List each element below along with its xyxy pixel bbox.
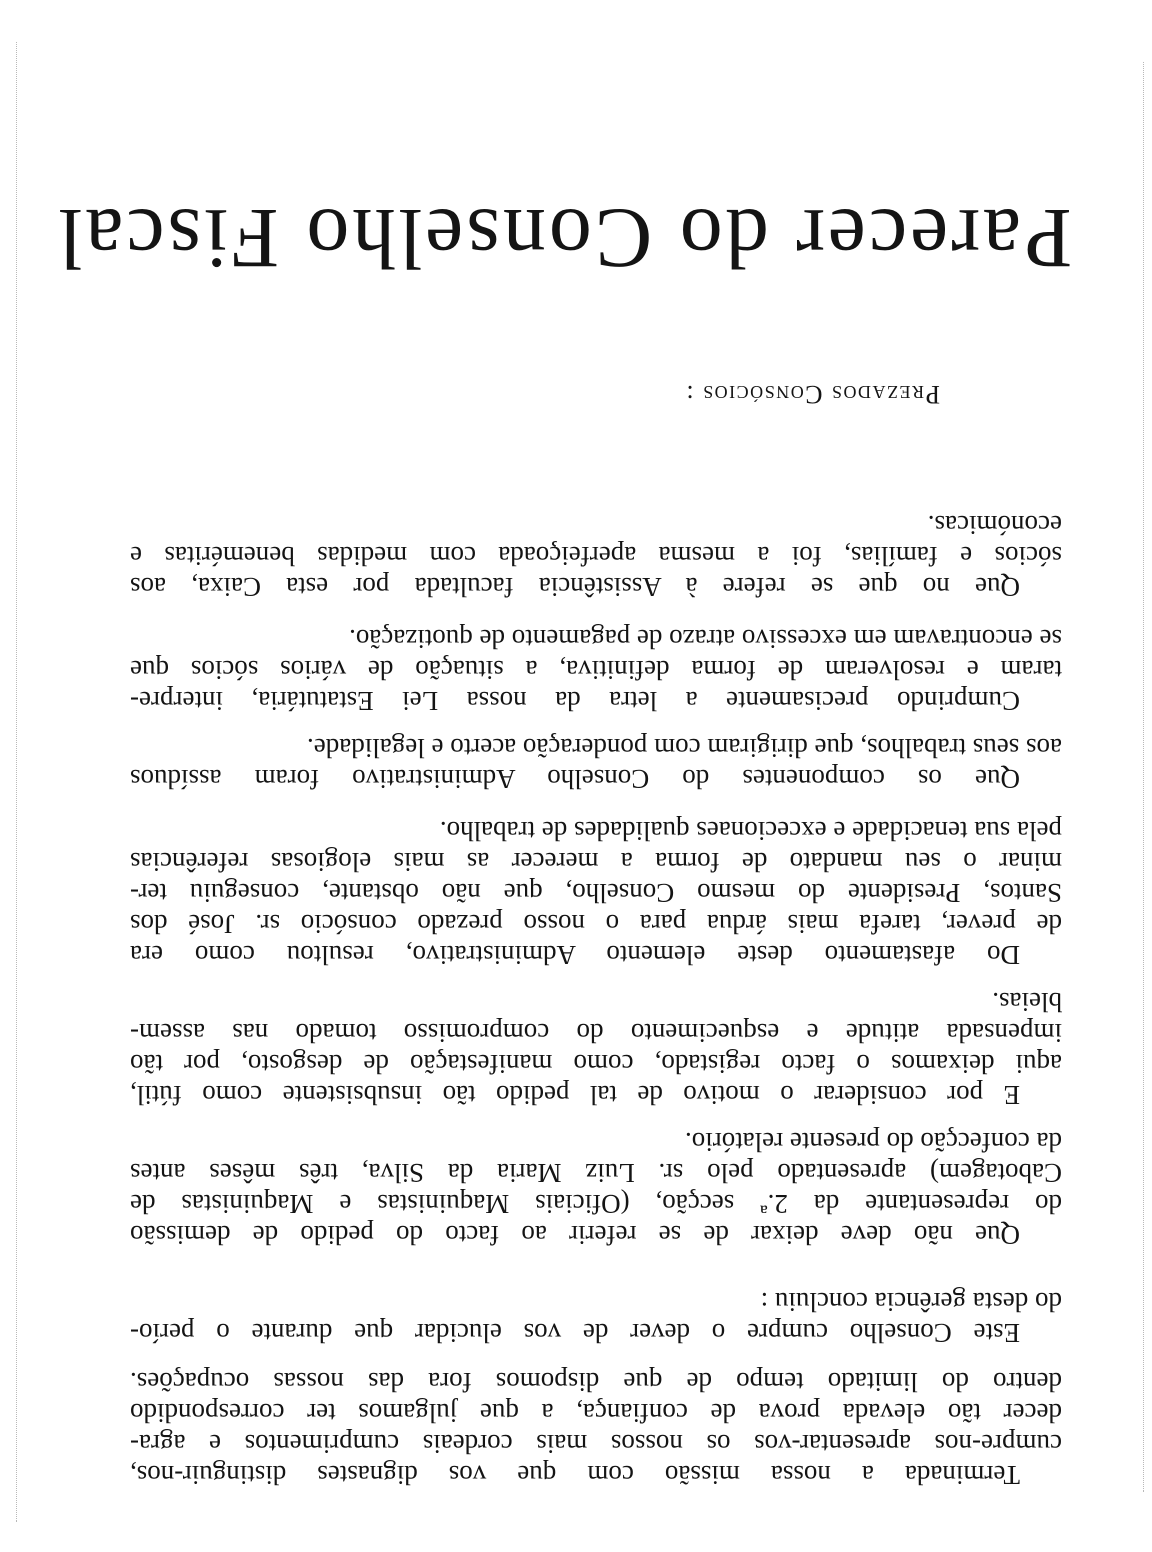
scan-edge-marks: [14, 42, 17, 1522]
text-line: Santos, Presidente do mesmo Conselho, que não obstante, conseguiu ter-: [130, 878, 1062, 908]
text-line: económicas.: [927, 510, 1062, 540]
text-line: do desta gerência concluiu :: [760, 1287, 1062, 1317]
text-line: Que os componentes do Conselho Administrativo foram assíduos: [130, 764, 1020, 794]
text-line: Este Conselho cumpre o dever de vos elucidar que durante o perío-: [130, 1318, 1020, 1348]
text-line: dentro do limitado tempo de que dispomos fora das nossas ocupações.: [130, 1367, 1062, 1397]
document-title: Parecer do Conselho Fiscal: [55, 191, 1072, 287]
salutation: Prezados Consócios :: [684, 380, 940, 409]
text-line: Do afastamento deste elemento Administrativo, resultou como era: [130, 940, 1020, 970]
text-line: Que não deve deixar de se referir ao facto do pedido de demissão: [130, 1220, 1020, 1250]
text-line: sócios e famílias, foi a mesma aperfeiçoada com medidas beneméritas e: [130, 541, 1062, 571]
text-line: do representante da 2.ª secção, (Oficiais Maquinistas e Maquinistas de: [130, 1189, 1062, 1219]
text-line: aqui deixamos o facto registado, como manifestação de desgosto, por tão: [130, 1049, 1062, 1079]
text-line: se encontravam em excessivo atrazo de pagamento de quotização.: [349, 624, 1062, 654]
text-line: de prever, tarefa mais árdua para o nosso prezado consócio sr. José dos: [130, 909, 1062, 939]
text-line: da confecção do presente relatório.: [684, 1127, 1062, 1157]
text-line: Cabotagem) apresentado pelo sr. Luiz Maria da Silva, três mêses antes: [130, 1158, 1062, 1188]
text-line: bleias.: [992, 987, 1062, 1017]
text-line: cumpre-nos apresentar-vos os nossos mais cordeais cumprimentos e agra-: [130, 1429, 1062, 1459]
text-line: decer tão elevada prova de confiança, a que julgamos ter correspondido: [130, 1398, 1062, 1428]
text-line: aos seus trabalhos, que dirigiram com ponderação acerto e legalidade.: [307, 733, 1062, 763]
text-line: taram e resolveram de forma definitiva, a situação de vários sócios que: [130, 655, 1062, 685]
text-line: Cumprindo precisamente a letra da nossa Lei Estatutária, interpre-: [130, 686, 1020, 716]
text-line: pela sua tenacidade e excecionaes qualidades de trabalho.: [439, 816, 1062, 846]
scan-edge-marks: [1141, 62, 1144, 1492]
text-line: minar o seu mandato de forma a merecer as mais elogiosas referências: [130, 847, 1062, 877]
text-line: Terminada a nossa missão com que vos dignastes distinguir-nos,: [130, 1460, 1020, 1490]
text-line: impensada atitude e esquecimento do compromisso tomado nas assem-: [130, 1018, 1062, 1048]
text-line: E por considerar o motivo de tal pedido tão insubsistente como fútil,: [130, 1080, 1020, 1110]
text-line: Que no que se refere à Assistência facultada por esta Caixa, aos: [130, 572, 1020, 602]
